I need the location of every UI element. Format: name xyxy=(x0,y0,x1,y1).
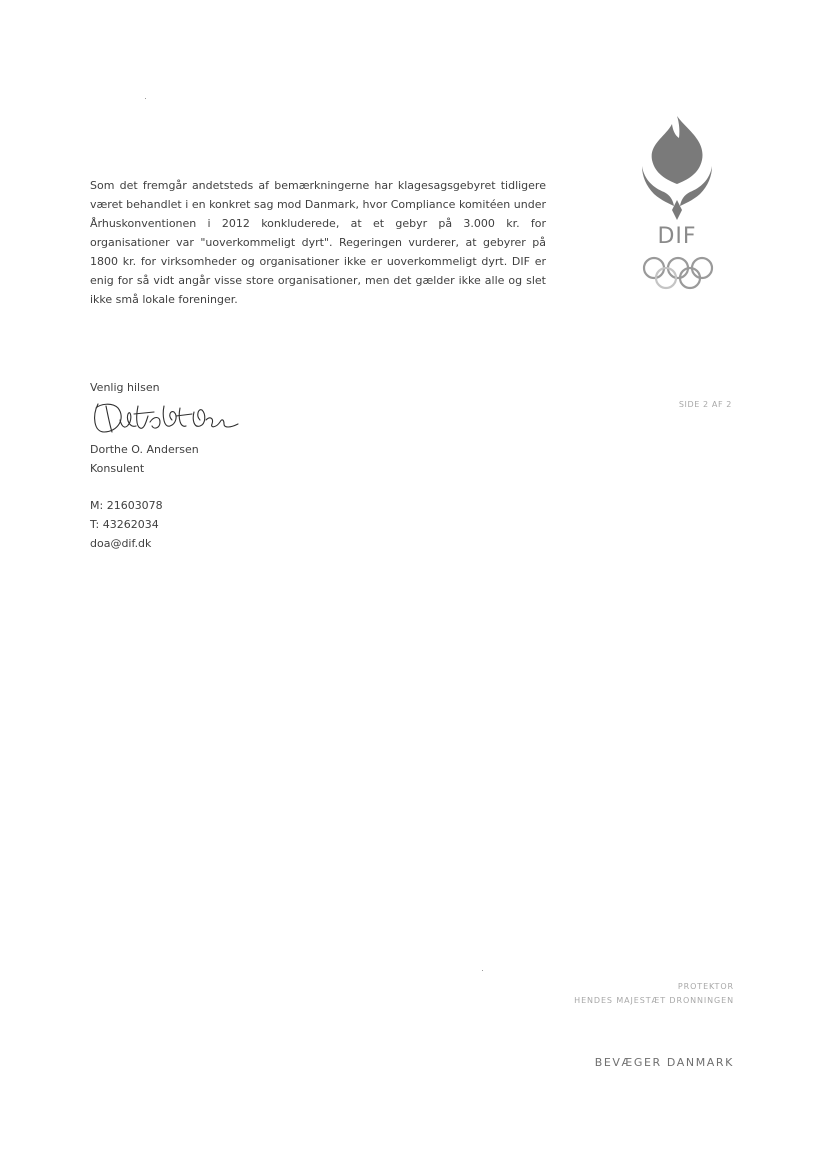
signer-block xyxy=(90,440,199,478)
scan-speck xyxy=(145,98,146,99)
dif-logo xyxy=(636,114,718,292)
signer-name: Dorthe O. Andersen xyxy=(90,443,199,456)
contact-phone: T: 43262034 xyxy=(90,518,159,531)
protektor-block xyxy=(574,980,734,1008)
contact-mobile: M: 21603078 xyxy=(90,499,163,512)
protektor-name: HENDES MAJESTÆT DRONNINGEN xyxy=(574,996,734,1005)
protektor-label: PROTEKTOR xyxy=(677,982,734,991)
page-number: SIDE 2 AF 2 xyxy=(678,400,732,409)
signer-title: Konsulent xyxy=(90,462,145,475)
logo-wordmark: DIF xyxy=(657,224,697,249)
scan-speck xyxy=(482,970,483,971)
flame-icon xyxy=(636,114,718,222)
olympic-rings-icon xyxy=(640,256,716,290)
closing-line: Venlig hilsen xyxy=(90,381,160,394)
handwritten-signature xyxy=(88,398,244,438)
tagline: BEVÆGER DANMARK xyxy=(594,1056,734,1069)
contact-email: doa@dif.dk xyxy=(90,537,152,550)
contact-block xyxy=(90,496,163,553)
letter-paragraph: Som det fremgår andetsteds af bemærkningerne har klagesagsgebyret tidligere været behandlet i en konkret sag mod Danmark, hvor Compliance komitéen under Århuskonventionen i 2012 konkluderede, at et gebyr på 3.000 kr. for organisationer var "uoverkommeligt dyrt". Regeringen vurderer, at gebyrer på 1800 kr. for virksomheder og organisationer ikke er uoverkommeligt dyrt. DIF er enig for så vidt angår visse store organisationer, men det gælder ikke alle og slet ikke små lokale foreninger. xyxy=(90,179,546,306)
